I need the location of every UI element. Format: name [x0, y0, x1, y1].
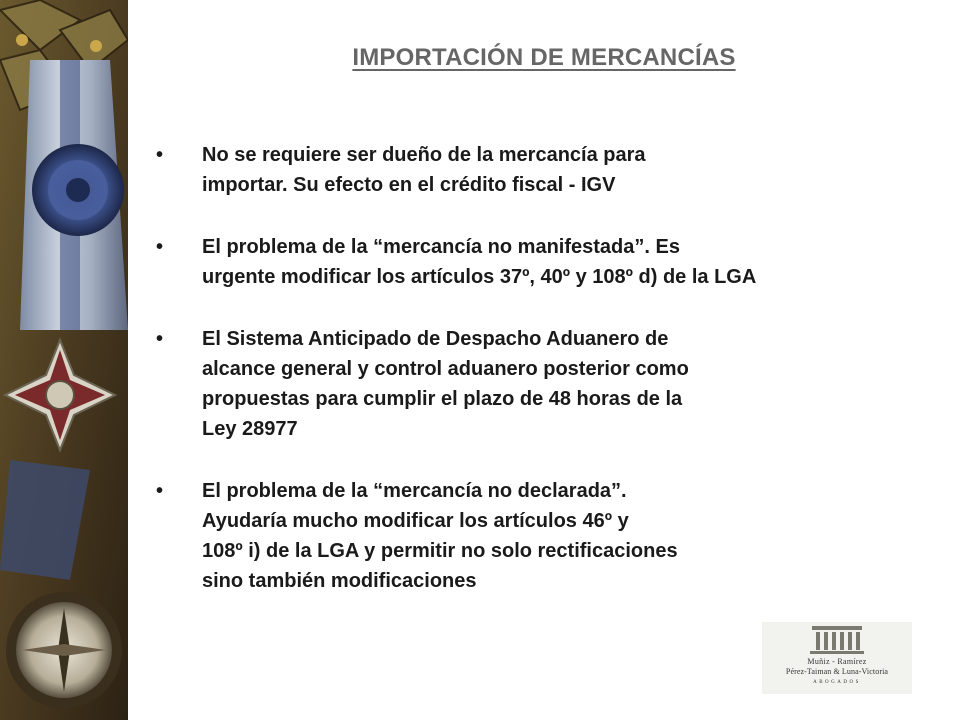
bullet-dot: • [156, 236, 164, 258]
bullet-text: El problema de la “mercancía no manifestada”. Es [202, 236, 680, 258]
columns-building-icon [762, 622, 912, 656]
bullet-list [150, 140, 950, 628]
bullet-item [150, 140, 950, 200]
medal-decoration-image [0, 0, 128, 720]
logo-firm-name-line2: Pérez-Taiman & Luna-Victoria [785, 667, 889, 676]
slide-title: IMPORTACIÓN DE MERCANCÍAS [352, 44, 736, 71]
firm-logo [762, 622, 912, 694]
bullet-item [150, 476, 950, 596]
bullet-text: Ley 28977 [202, 418, 298, 440]
bullet-text: 108º i) de la LGA y permitir no solo rectificaciones [202, 540, 678, 562]
bullet-text: Ayudaría mucho modificar los artículos 46º y [202, 510, 629, 532]
bullet-text: El Sistema Anticipado de Despacho Aduanero de [202, 328, 669, 350]
medal-decoration-icon [0, 0, 128, 720]
logo-firm-name-line1: Muñiz - Ramírez [807, 657, 867, 666]
bullet-text: urgente modificar los artículos 37º, 40º y 108º d) de la LGA [202, 266, 757, 288]
bullet-dot: • [156, 480, 164, 502]
bullet-dot: • [156, 328, 164, 350]
bullet-dot: • [156, 144, 164, 166]
bullet-text: El problema de la “mercancía no declarada”. [202, 480, 627, 502]
logo-tagline: ABOGADOS [813, 680, 861, 685]
bullet-text: importar. Su efecto en el crédito fiscal - IGV [202, 174, 616, 196]
bullet-item [150, 232, 950, 292]
bullet-item [150, 324, 950, 444]
bullet-text: propuestas para cumplir el plazo de 48 horas de la [202, 388, 683, 410]
bullet-text: alcance general y control aduanero posterior como [202, 358, 689, 380]
bullet-text: No se requiere ser dueño de la mercancía para [202, 144, 646, 166]
bullet-text: sino también modificaciones [202, 570, 477, 592]
